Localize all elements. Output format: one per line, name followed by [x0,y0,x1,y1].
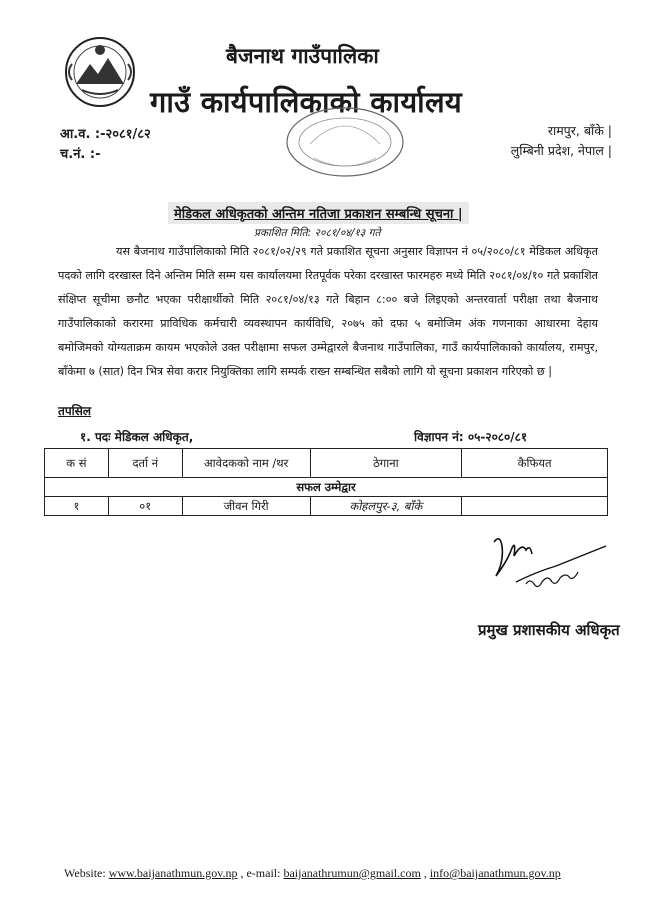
officer-title: प्रमुख प्रशासकीय अधिकृत [478,621,620,639]
separator: , [423,866,427,880]
nepal-emblem-icon [62,34,138,110]
table-header-row [45,449,608,478]
municipality-name: बैजनाथ गाउँपालिका [226,44,379,68]
cell-address: कोहलपुर-३, बाँके [310,497,462,516]
address-line-2: लुम्बिनी प्रदेश, नेपाल | [510,143,612,158]
column-header: आवेदकको नाम /थर [182,449,310,478]
footer-contact [64,866,561,881]
result-table [44,448,608,516]
website-label: Website: [64,866,106,880]
email-link-info[interactable]: info@baijanathmun.gov.np [429,866,561,880]
published-date: प्रकाशित मिति: २०८१/०४/१३ गते [254,227,381,239]
table-section-row [45,478,608,497]
table-row [45,497,608,516]
notice-title: मेडिकल अधिकृतको अन्तिम नतिजा प्रकाशन सम्बन्धि सूचना | [168,202,469,224]
signature [486,532,616,594]
cell-name: जीवन गिरी [182,497,310,516]
column-header: क सं [45,449,109,478]
email-label: , e-mail: [240,866,281,880]
advertisement-number: विज्ञापन नं: ०५-२०८०/८१ [414,430,528,444]
address-line-1: रामपुर, बाँके | [547,123,612,138]
notice-body: यस बैजनाथ गाउँपालिकाको मिति २०८१/०२/२९ गते प्रकाशित सूचना अनुसार विज्ञापन नं ०५/२०८०/८१ मेडिकल अधिकृत पदको लागि दरखास्त दिने अन्तिम मिति सम्म यस कार्यालयमा रितपूर्वक परेका दरखास्त फारमहरु मध्ये मिति २०८१/०४/१० गते प्रकाशित संक्षिप्त सूचीमा छनौट भएका परीक्षार्थीको मिति २०८१/०४/१३ गते बिहान ८:०० बजे लिइएको अन्तरवार्ता परीक्षा तथा बैजनाथ गाउँपालिकाको करारमा प्राविधिक कर्मचारी व्यवस्थापन कार्यविधि, २०७५ को दफा ५ बमोजिम अंक गणनाका आधारमा देहाय बमोजिमको योग्यताक्रम कायम भएकोले उक्त परीक्षामा सफल उम्मेद्वारले बैजनाथ गाउँपालिका, गाउँ कार्यपालिकाको कार्यालय, रामपुर, बाँकेमा ७ (सात) दिन भित्र सेवा करार नियुक्तिका लागि सम्पर्क राख्न सम्बन्धित सबैको लागि यो सूचना प्रकाशन गरिएको छ | [58,245,598,378]
column-header: दर्ता नं [108,449,182,478]
website-link[interactable]: www.baijanathmun.gov.np [108,866,238,880]
post-name: १. पदः मेडिकल अधिकृत, [80,430,194,444]
cell-reg-no: ०१ [108,497,182,516]
details-heading: तपसिल [58,404,92,418]
fiscal-year: आ.व. :-२०८१/८२ [60,127,151,142]
office-name: गाउँ कार्यपालिकाको कार्यालय [150,85,463,119]
cell-sn: १ [45,497,109,516]
section-label: सफल उम्मेद्वार [45,478,608,497]
cell-remarks [462,497,608,516]
office-stamp [280,104,410,184]
email-link-primary[interactable]: baijanathrumun@gmail.com [283,866,421,880]
column-header: कैफियत [462,449,608,478]
column-header: ठेगाना [310,449,462,478]
dispatch-number: च.नं. :- [60,147,101,162]
